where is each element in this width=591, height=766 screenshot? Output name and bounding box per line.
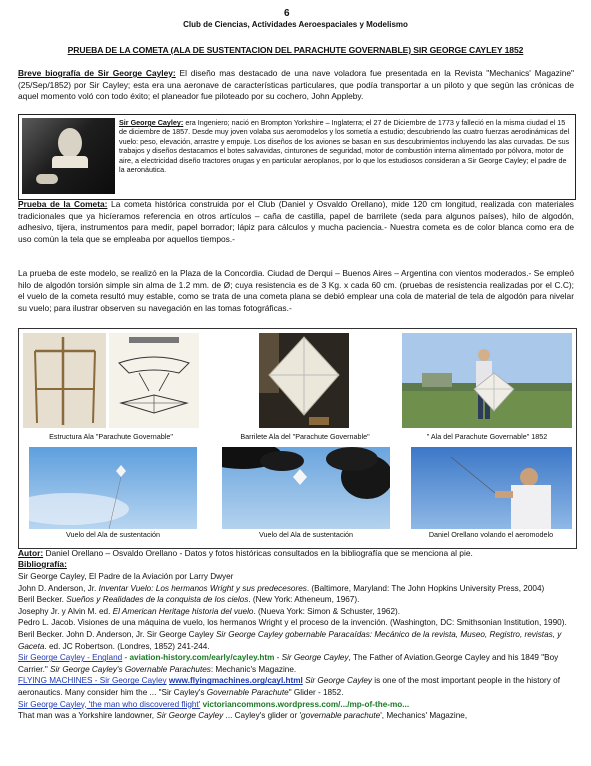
photo-historic-drawing — [109, 333, 199, 428]
bio-box-lead: Sir George Cayley: — [119, 118, 184, 127]
bib-entry-3: Beril Becker. Sueños y Realidades de la conquista de los cielos. (New York: Atheneum, 1967). — [18, 595, 360, 605]
author-line — [18, 548, 473, 558]
bio-brief-text: El diseño mas destacado de una nave voladora fue presentada en la Revista "Mechanics' Magazine" (25/Sep/1852) por Sir Cayley; esta era una aeronave de características particulares, que podía transportar a un piloto y que según las crónicas de aquel momento voló con todo éxito; el planeador fue piloteado por su cochero, John Appleby. — [18, 68, 574, 102]
bib-entry-1: Sir George Cayley, El Padre de la Aviación por Larry Dwyer — [18, 572, 234, 581]
portrait-photo — [22, 118, 115, 194]
bib-entry-4: Josephy Jr. y Alvin M. ed. El American Heritage historia del vuelo. (Nueva York: Simon & Schuster, 1962). — [18, 606, 400, 616]
link-entry-2: FLYING MACHINES - Sir George Cayley www.flyingmachines.org/cayl.html Sir George Cayley is one of the most important people in the history of aeronautics. Many consider him the ... "Sir Cayley's Governable Parachute" Glider - 1852. — [18, 676, 560, 697]
photo-caption-4: Vuelo del Ala de sustentación — [65, 530, 161, 539]
photo-caption-2: Barrilete Ala del "Parachute Governable" — [240, 432, 370, 441]
photo-flight-2 — [222, 447, 390, 529]
bio-brief-paragraph — [18, 68, 574, 103]
link-cayley-england[interactable]: Sir George Cayley - England — [18, 653, 123, 663]
bio-box-body: era Ingeniero; nació en Brompton Yorkshire – Inglaterra; el 27 de Diciembre de 1773 y falleció en la misma ciudad el 15 de diciembre de 1857. Desde muy joven volaba sus aeromodelos y los sometía a estudio; descubriendo las cuatro fuerzas aerodinámicas del vuelo: peso, elevación, arrastre y empuje. Los diseños de los aviones se basan en sus descubrimientos incluyendo las alas curvadas. De sus trabajos y diseños destacamos el botes salvavidas, cinturones de seguridad, motor de combustión interna alimentado por pólvora, motor de aire, a electricidad diseño tractores orugas y en particular aeroplanos, por lo que los estudiosos consideran a Sir George Cayley; el padre de la aeronáutica. — [119, 118, 570, 175]
link-entry-1: Sir George Cayley - England - aviation-history.com/early/cayley.htm - Sir George Cayley, The Father of Aviation.George Cayley and his 1849 "Boy Carrier." Sir George Cayley's Governable Parachutes: Mechanic's Magazine. — [18, 653, 559, 674]
photo-caption-3: " Ala del Parachute Governable" 1852 — [426, 432, 548, 441]
author-lead: Autor: — [18, 548, 44, 558]
photo-kite-person — [402, 333, 572, 428]
link-victorian-commons[interactable]: Sir George Cayley, 'the man who discovered flight' — [18, 699, 201, 709]
prueba-lead: Prueba de la Cometa: — [18, 199, 108, 209]
bio-brief-lead: Breve biografía de Sir George Cayley: — [18, 68, 176, 78]
link-url-3[interactable]: victoriancommons.wordpress.com/.../mp-of-the-mo... — [202, 699, 410, 709]
prueba-lugar-paragraph: La prueba de este modelo, se realizó en la Plaza de la Concordia. Ciudad de Derqui – Buenos Aires – Argentina con vientos moderados.- Se empleó hilo de algodón torsión simple sin alma de 1.2 mm. de Ø; cuya resistencia es de 3 Kg. x cada 60 cm. (pruebas de resistencia realizadas por el C.C); el vuelo de la cometa resultó muy estable, como se trata de una cometa plana se debió emplear una cola de material de tela de algodón para nivelar su vuelo; para ilustrar observen su navegación en las tomas fotográficas.- — [18, 268, 574, 313]
photo-grid — [18, 328, 577, 549]
photo-kite-interior — [259, 333, 349, 428]
link-entry-4: That man was a Yorkshire landowner, Sir George Cayley ... Cayley's glider or 'governable parachute', Mechanics' Magazine, — [18, 711, 468, 721]
photo-flight-1 — [29, 447, 197, 529]
photo-caption-1: Estructura Ala "Parachute Governable" — [49, 432, 173, 441]
page-number: 6 — [284, 8, 290, 19]
author-text: Daniel Orellano – Osvaldo Orellano - Datos y fotos históricas consultados en la bibliografía que se menciona al pie. — [43, 548, 473, 558]
bibliography-list — [18, 571, 574, 722]
photo-daniel-flying — [411, 447, 572, 529]
link-url-1[interactable]: aviation-history.com/early/cayley.htm — [129, 653, 275, 663]
bib-entry-5: Pedro L. Jacob. Visiones de una máquina de vuelo, los hermanos Wright y el proceso de la invención. (Washington, DC: Smithsonian Institution, 1990). Beril Becker. John D. Anderson, Jr. Sir George Cayley Sir George Cayley gobernable Paracaídas: Mecánico de la revista, Museo, Registro, revistas, y Gaceta. ed. JC Robertson. (Londres, 1852) 241-244. — [18, 618, 567, 651]
bib-entry-2: John D. Anderson, Jr. Inventar Vuelo: Los hermanos Wright y sus predecesores. (Baltimore, Maryland: The John Hopkins University Press, 2004) — [18, 583, 545, 593]
link-entry-3 — [18, 699, 574, 711]
bibliography-label: Bibliografía: — [18, 559, 67, 569]
bio-box — [18, 114, 576, 200]
page-title: PRUEBA DE LA COMETA (ALA DE SUSTENTACION DEL PARACHUTE GOVERNABLE) SIR GEORGE CAYLEY 1852 — [67, 45, 524, 55]
photo-caption-5: Vuelo del Ala de sustentación — [258, 530, 354, 539]
photo-caption-6: Daniel Orellano volando el aeromodelo — [428, 530, 554, 539]
bio-box-text — [119, 118, 571, 174]
prueba-text: La cometa histórica construida por el Club (Daniel y Osvaldo Orellano), mide 120 cm longitud, realizada con materiales tradicionales que ya hicíeramos referencia en otros artículos – caña de castilla, papel de barrilete (seda para algunos países), hilo de algodón, adhesivo, tijera, instrumentos para medir, papel borrador; lápiz para cálculos y mucha paciencia.- Nuestra cometa es de color blanca como era de uso común la tela que se empleaba por aquellos tiempos.- — [18, 199, 574, 244]
link-flying-machines[interactable]: FLYING MACHINES - Sir George Cayley — [18, 676, 167, 686]
link-url-2[interactable]: www.flyingmachines.org/cayl.html — [168, 676, 303, 686]
prueba-paragraph — [18, 199, 574, 245]
photo-structure — [23, 333, 106, 428]
club-header: Club de Ciencias, Actividades Aeroespaciales y Modelismo — [183, 20, 408, 29]
